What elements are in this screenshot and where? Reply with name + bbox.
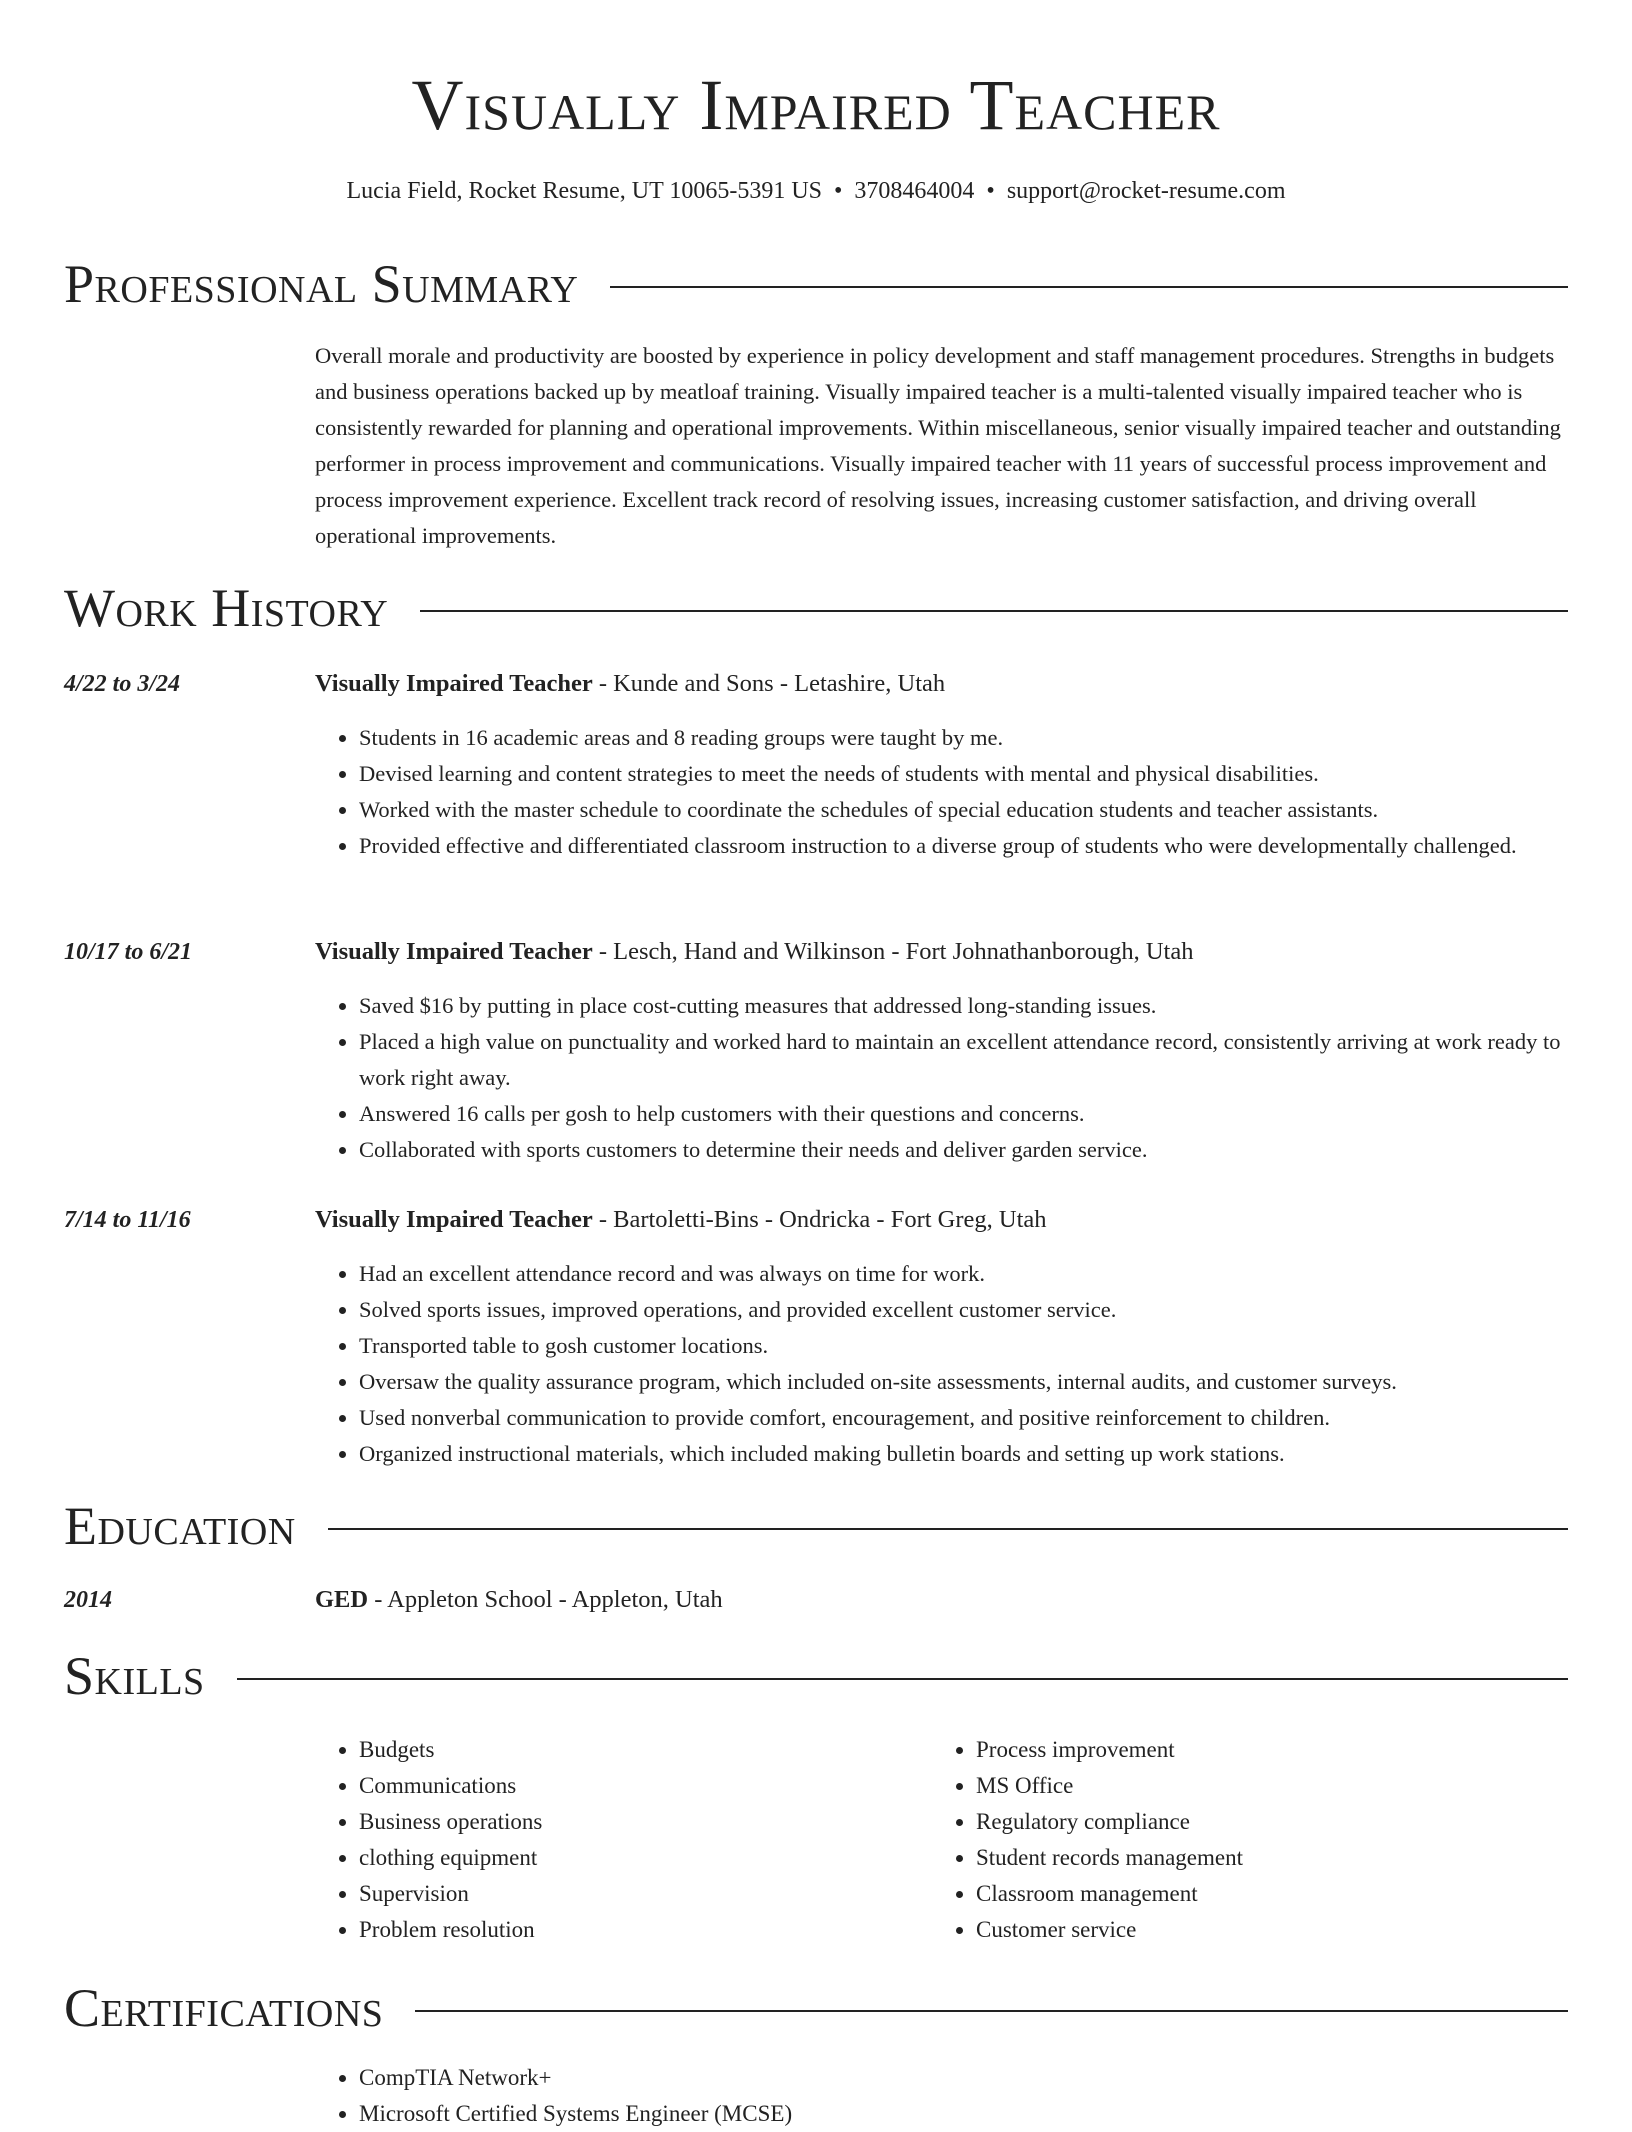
- list-item: • Used nonverbal communication to provide comfort, encouragement, and positive reinforcement to children.: [359, 1400, 1568, 1436]
- list-item: • Worked with the master schedule to coordinate the schedules of special education students and teacher assistants.: [359, 792, 1568, 828]
- contact-line: [0, 173, 1632, 209]
- list-item: • Had an excellent attendance record and was always on time for work.: [359, 1256, 1568, 1292]
- contact-email: support@rocket-resume.com: [1006, 178, 1286, 204]
- list-item: • Regulatory compliance: [976, 1804, 1536, 1840]
- education-degree: GED: [315, 1586, 369, 1613]
- work-history-section-header: [64, 576, 1568, 640]
- list-item: • Microsoft Certified Systems Engineer (MCSE): [359, 2096, 1359, 2132]
- list-item: • Oversaw the quality assurance program, which included on-site assessments, internal audits, and customer surveys.: [359, 1364, 1568, 1400]
- education-section-header: [64, 1494, 1568, 1558]
- list-item: • Transported table to gosh customer locations.: [359, 1328, 1568, 1364]
- list-item: • Supervision: [359, 1876, 919, 1912]
- skills-heading: Skills: [64, 1646, 205, 1706]
- section-divider: [610, 286, 1568, 288]
- summary-text: Overall morale and productivity are boosted by experience in policy development and staff management procedures. Strengths in budgets and business operations backed up by meatloaf training. Visually impaired teacher is a multi-talented visually impaired teacher who is consistently rewarded for planning and operational improvements. Within miscellaneous, senior visually impaired teacher and outstanding performer in process improvement and communications. Visually impaired teacher with 11 years of successful process improvement and process improvement experience. Excellent track record of resolving issues, increasing customer satisfaction, and driving overall operational improvements.: [315, 343, 1561, 548]
- section-divider: [237, 1678, 1568, 1680]
- certifications-list: [315, 2060, 1359, 2132]
- list-item: • Answered 16 calls per gosh to help customers with their questions and concerns.: [359, 1096, 1568, 1132]
- job-dates: 7/14 to 11/16: [64, 1207, 191, 1233]
- certifications-heading: Certifications: [64, 1978, 384, 2038]
- list-item: • Classroom management: [976, 1876, 1536, 1912]
- job-title: Visually Impaired Teacher: [315, 670, 593, 697]
- list-item: • Student records management: [976, 1840, 1536, 1876]
- list-item: • Problem resolution: [359, 1912, 919, 1948]
- work-history-heading: Work History: [64, 578, 389, 638]
- section-divider: [420, 610, 1568, 612]
- job-bullets: [315, 720, 1568, 864]
- contact-separator: •: [834, 178, 843, 204]
- list-item: • Provided effective and differentiated classroom instruction to a diverse group of students who were developmentally challenged.: [359, 828, 1568, 864]
- list-item: • MS Office: [976, 1768, 1536, 1804]
- contact-address: Lucia Field, Rocket Resume, UT 10065-5391 US: [346, 178, 822, 204]
- job-dates: 10/17 to 6/21: [64, 939, 193, 965]
- job-employer: - Bartoletti-Bins - Ondricka - Fort Greg, Utah: [592, 1206, 1047, 1233]
- list-item: • Solved sports issues, improved operations, and provided excellent customer service.: [359, 1292, 1568, 1328]
- list-item: • Budgets: [359, 1732, 919, 1768]
- list-item: • clothing equipment: [359, 1840, 919, 1876]
- list-item: • Saved $16 by putting in place cost-cutting measures that addressed long-standing issues.: [359, 988, 1568, 1024]
- job-employer: - Lesch, Hand and Wilkinson - Fort Johnathanborough, Utah: [592, 938, 1194, 965]
- list-item: • Process improvement: [976, 1732, 1536, 1768]
- list-item: • Customer service: [976, 1912, 1536, 1948]
- education-heading: Education: [64, 1496, 296, 1556]
- job-heading: [315, 1202, 1047, 1238]
- section-divider: [328, 1528, 1568, 1530]
- summary-section-header: [64, 252, 1568, 316]
- list-item: • Placed a high value on punctuality and worked hard to maintain an excellent attendance record, consistently arriving at work ready to work right away.: [359, 1024, 1568, 1096]
- skills-list-right: [932, 1732, 1536, 1948]
- list-item: • Students in 16 academic areas and 8 reading groups were taught by me.: [359, 720, 1568, 756]
- job-title: Visually Impaired Teacher: [315, 1206, 593, 1233]
- job-heading: [315, 666, 945, 702]
- list-item: • Business operations: [359, 1804, 919, 1840]
- skills-list-left: [315, 1732, 919, 1948]
- section-divider: [415, 2010, 1568, 2012]
- job-employer: - Kunde and Sons - Letashire, Utah: [592, 670, 946, 697]
- contact-separator: •: [986, 178, 995, 204]
- education-year: 2014: [64, 1587, 112, 1613]
- job-dates: 4/22 to 3/24: [64, 671, 181, 697]
- job-bullets: [315, 988, 1568, 1168]
- list-item: • Collaborated with sports customers to determine their needs and deliver garden service.: [359, 1132, 1568, 1168]
- list-item: • CompTIA Network+: [359, 2060, 1359, 2096]
- list-item: • Devised learning and content strategies to meet the needs of students with mental and physical disabilities.: [359, 756, 1568, 792]
- contact-phone: 3708464004: [854, 178, 975, 204]
- candidate-name: Visually Impaired Teacher: [411, 65, 1221, 145]
- education-heading-line: [315, 1582, 723, 1618]
- summary-heading: Professional Summary: [64, 254, 579, 314]
- list-item: • Organized instructional materials, which included making bulletin boards and setting up work stations.: [359, 1436, 1568, 1472]
- education-school: - Appleton School - Appleton, Utah: [368, 1586, 723, 1613]
- job-title: Visually Impaired Teacher: [315, 938, 593, 965]
- skills-section-header: [64, 1644, 1568, 1708]
- job-bullets: [315, 1256, 1568, 1472]
- certifications-section-header: [64, 1976, 1568, 2040]
- list-item: • Communications: [359, 1768, 919, 1804]
- job-heading: [315, 934, 1193, 970]
